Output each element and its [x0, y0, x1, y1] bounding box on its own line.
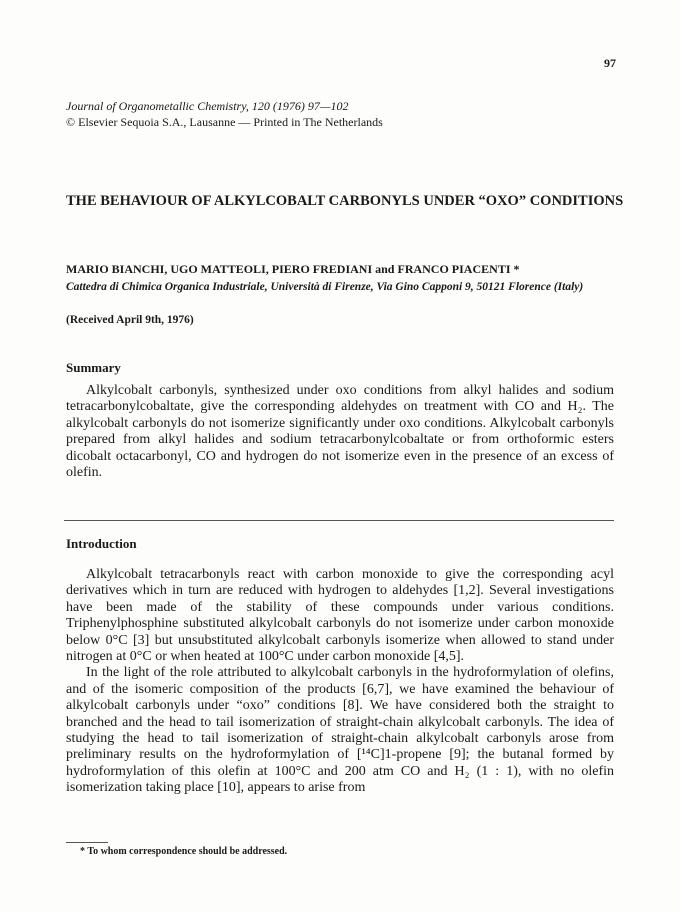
publisher-line: © Elsevier Sequoia S.A., Lausanne — Printed in The Netherlands — [66, 115, 383, 129]
intro-paragraph-2: In the light of the role attributed to alkylcobalt carbonyls in the hydroformylation of olefins, and of the isomeric composition of the products [6,7], we have examined the behaviour of alkylcobalt carbonyls under “oxo” conditions [8]. We have considered both the straight to branched and the head to tail isomerization of straight-chain alkylcobalt carbonyls. The idea of studying the head to tail isomerization of straight-chain alkylcobalt carbonyls arose from preliminary results on the hydroformylation of [¹⁴C]1-propene [9]; the butanal formed by hydroformylation of this olefin at 100°C and 200 atm CO and H₂ (1 : 1), with no olefin isomerization taking place [10], appears to arise from — [66, 665, 614, 796]
summary-body — [66, 383, 614, 481]
page-number: 97 — [604, 56, 616, 70]
footnote-divider — [66, 842, 108, 843]
journal-header — [66, 98, 383, 130]
journal-citation: Journal of Organometallic Chemistry, 120 (1976) 97—102 — [66, 99, 349, 113]
introduction-body — [66, 567, 614, 797]
summary-heading: Summary — [66, 360, 121, 375]
footnote: * To whom correspondence should be addressed. — [80, 846, 288, 857]
section-divider — [64, 520, 614, 521]
introduction-heading: Introduction — [66, 536, 137, 551]
article-title: THE BEHAVIOUR OF ALKYLCOBALT CARBONYLS UNDER “OXO” CONDITIONS — [66, 193, 624, 209]
intro-paragraph-1: Alkylcobalt tetracarbonyls react with carbon monoxide to give the corresponding acyl derivatives which in turn are reduced with hydrogen to aldehydes [1,2]. Several investigations have been made of the stability of these compounds under various conditions. Triphenylphosphine substituted alkylcobalt carbonyls do not isomerize under carbon monoxide below 0°C [3] but unsubstituted alkylcobalt carbonyls isomerize when allowed to stand under nitrogen at 0°C or when heated at 100°C under carbon monoxide [4,5]. — [66, 567, 614, 665]
author-list: MARIO BIANCHI, UGO MATTEOLI, PIERO FREDIANI and FRANCO PIACENTI * — [66, 262, 520, 276]
affiliation: Cattedra di Chimica Organica Industriale, Università di Firenze, Via Gino Capponi 9, 50121 Florence (Italy) — [66, 281, 584, 293]
received-date: (Received April 9th, 1976) — [66, 314, 194, 326]
summary-paragraph: Alkylcobalt carbonyls, synthesized under oxo conditions from alkyl halides and sodium tetracarbonylcobaltate, give the corresponding aldehydes on treatment with CO and H₂. The alkylcobalt carbonyls do not isomerize significantly under oxo conditions. Alkylcobalt carbonyls prepared from alkyl halides and sodium tetracarbonylcobaltate or from orthoformic esters dicobalt octacarbonyl, CO and hydrogen do not isomerize even in the presence of an excess of olefin. — [66, 383, 614, 481]
